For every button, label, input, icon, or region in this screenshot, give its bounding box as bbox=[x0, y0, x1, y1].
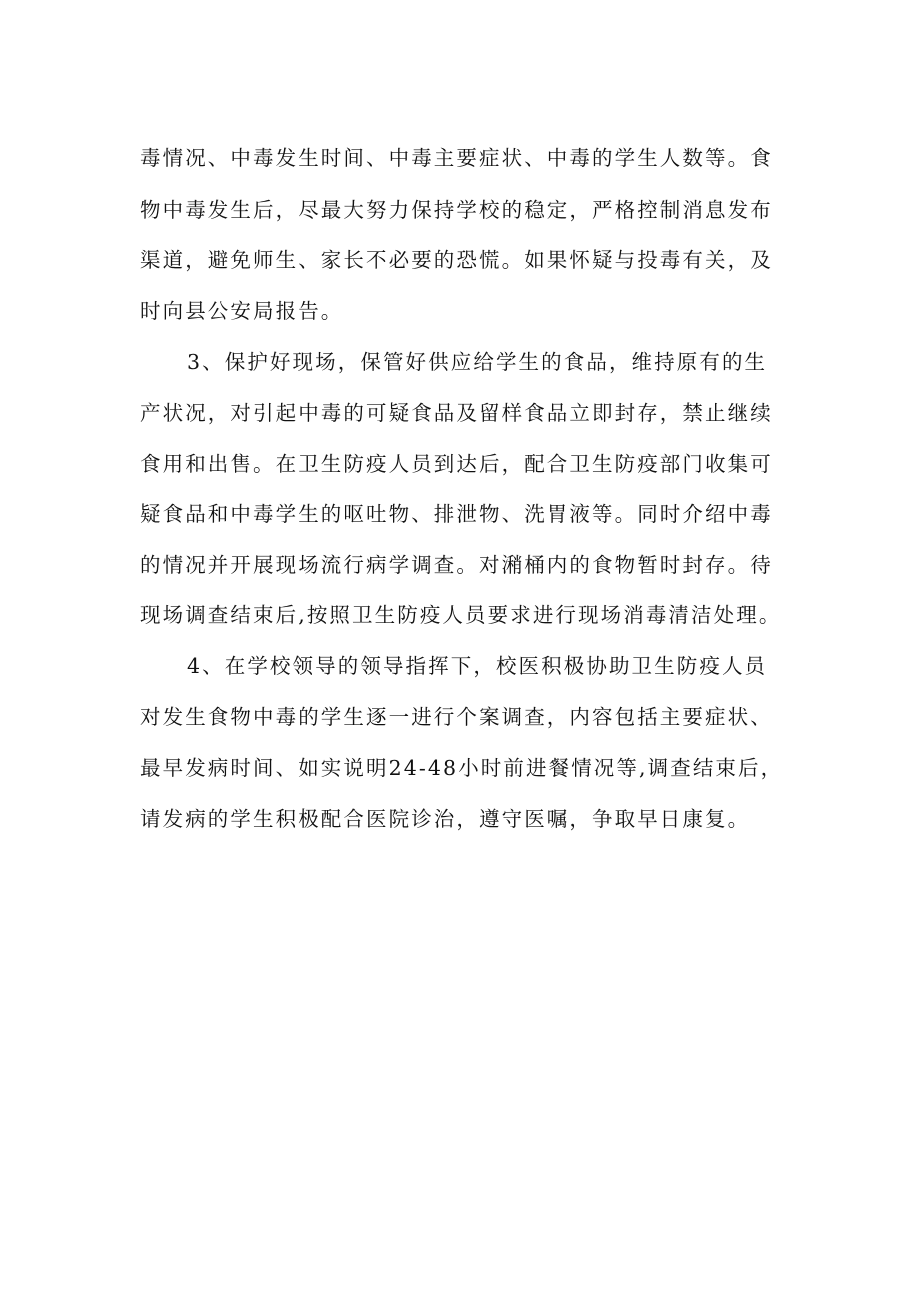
text-line: 毒情况、中毒发生时间、中毒主要症状、中毒的学生人数等。食 bbox=[140, 146, 773, 170]
text-line: 4、在学校领导的领导指挥下，校医积极协助卫生防疫人员 bbox=[187, 654, 768, 678]
text-line: 疑食品和中毒学生的呕吐物、排泄物、洗胃液等。同时介绍中毒 bbox=[140, 502, 773, 526]
text-line: 物中毒发生后，尽最大努力保持学校的稳定，严格控制消息发布 bbox=[140, 198, 773, 222]
text-line: 食用和出售。在卫生防疫人员到达后，配合卫生防疫部门收集可 bbox=[140, 452, 773, 476]
text-line: 对发生食物中毒的学生逐一进行个案调查，内容包括主要症状、 bbox=[140, 705, 773, 729]
text-line: 渠道，避免师生、家长不必要的恐慌。如果怀疑与投毒有关，及 bbox=[140, 248, 773, 272]
text-line: 请发病的学生积极配合医院诊治，遵守医嘱，争取早日康复。 bbox=[140, 807, 751, 831]
text-line: 的情况并开展现场流行病学调查。对潲桶内的食物暂时封存。待 bbox=[140, 553, 773, 577]
text-line: 时向县公安局报告。 bbox=[140, 299, 344, 323]
text-line: 3、保护好现场，保管好供应给学生的食品，维持原有的生 bbox=[187, 350, 768, 374]
text-line: 产状况，对引起中毒的可疑食品及留样食品立即封存，禁止继续 bbox=[140, 401, 773, 425]
text-line: 最早发病时间、如实说明24-48小时前进餐情况等,调查结束后， bbox=[140, 756, 784, 780]
text-line: 现场调查结束后,按照卫生防疫人员要求进行现场消毒清洁处理。 bbox=[140, 603, 782, 627]
